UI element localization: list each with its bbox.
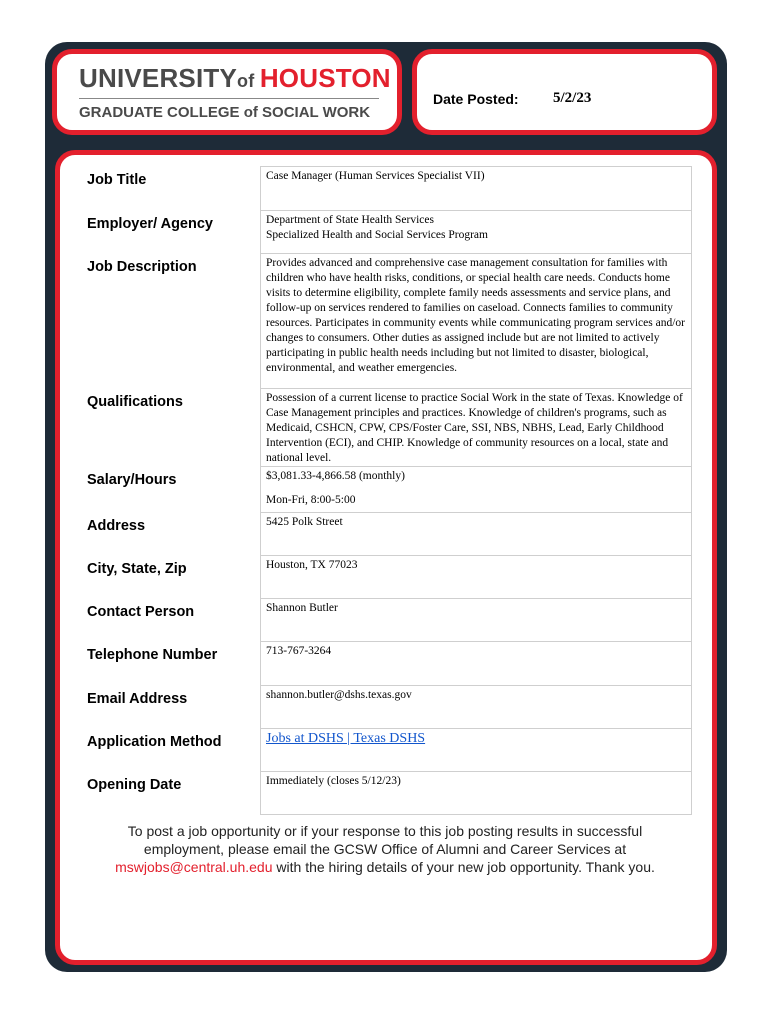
address-value: 5425 Polk Street bbox=[261, 513, 692, 556]
table-row bbox=[79, 556, 692, 599]
row-label: Qualifications bbox=[79, 389, 261, 467]
date-posted-label: Date Posted: bbox=[433, 91, 519, 107]
table-row bbox=[79, 211, 692, 254]
job-description-value: Provides advanced and comprehensive case management consultation for families with children who have health risks, conditions, or special health care needs. Conducts home visits to determine eligibility, complete family needs assessments and service plans, and follow-up on services rendered to families on caseload. Connects families to community resources. Participates in community events while communicating program services and/or changes to consumers. Other duties as assigned include but are not limited to actively participating in public health needs including but not limited to disaster, biological, environmental, and weather emergencies. bbox=[261, 254, 692, 389]
dshs-jobs-link[interactable]: Jobs at DSHS | Texas DSHS bbox=[266, 731, 426, 746]
opening-date-value: Immediately (closes 5/12/23) bbox=[261, 772, 692, 815]
footer-email-link[interactable]: mswjobs@central.uh.edu bbox=[115, 859, 273, 875]
employer-value: Department of State Health Services Specialized Health and Social Services Program bbox=[261, 211, 692, 254]
city-value: Houston, TX 77023 bbox=[261, 556, 692, 599]
logo-panel bbox=[52, 49, 402, 135]
qualifications-value: Possession of a current license to practice Social Work in the state of Texas. Knowledge of Case Management principles and practices. Knowledge of children's programs, such as Medicaid, CSHCN, CPW, CPS/Foster Care, SSI, NBS, NBHS, Lead, Early Childhood Intervention (ECI), and CHIP. Knowledge of community resources on a local, state and national level. bbox=[261, 389, 692, 467]
row-label: Job Title bbox=[79, 167, 261, 211]
row-label: Application Method bbox=[79, 729, 261, 772]
row-label: Contact Person bbox=[79, 599, 261, 642]
logo-divider bbox=[79, 98, 379, 99]
job-title-value: Case Manager (Human Services Specialist VII) bbox=[261, 167, 692, 211]
contact-value: Shannon Butler bbox=[261, 599, 692, 642]
college-name: GRADUATE COLLEGE of SOCIAL WORK bbox=[79, 104, 371, 121]
footer-note: To post a job opportunity or if your response to this job posting results in successful employment, please email the GCSW Office of Alumni and Career Services at mswjobs@central.uh.edu with the hiring details of your new job opportunity. Thank you. bbox=[115, 823, 655, 875]
table-row bbox=[79, 599, 692, 642]
table-row bbox=[79, 167, 692, 211]
application-value bbox=[261, 729, 692, 772]
date-panel bbox=[412, 49, 717, 135]
date-posted-value: 5/2/23 bbox=[553, 90, 592, 106]
row-label: Salary/Hours bbox=[79, 467, 261, 513]
row-label: Email Address bbox=[79, 686, 261, 729]
email-value: shannon.butler@dshs.texas.gov bbox=[261, 686, 692, 729]
table-row bbox=[79, 467, 692, 513]
table-row bbox=[79, 686, 692, 729]
row-label: Telephone Number bbox=[79, 642, 261, 686]
table-row bbox=[79, 729, 692, 772]
job-details-table bbox=[78, 166, 692, 815]
university-logo: UNIVERSITYof HOUSTON bbox=[79, 63, 391, 93]
row-label: Opening Date bbox=[79, 772, 261, 815]
row-label: Address bbox=[79, 513, 261, 556]
table-row bbox=[79, 642, 692, 686]
table-row bbox=[79, 772, 692, 815]
row-label: Job Description bbox=[79, 254, 261, 389]
table-row bbox=[79, 389, 692, 467]
salary-value: $3,081.33-4,866.58 (monthly) Mon-Fri, 8:00-5:00 bbox=[261, 467, 692, 513]
row-label: City, State, Zip bbox=[79, 556, 261, 599]
row-label: Employer/ Agency bbox=[79, 211, 261, 254]
telephone-value: 713-767-3264 bbox=[261, 642, 692, 686]
table-row bbox=[79, 513, 692, 556]
table-row bbox=[79, 254, 692, 389]
